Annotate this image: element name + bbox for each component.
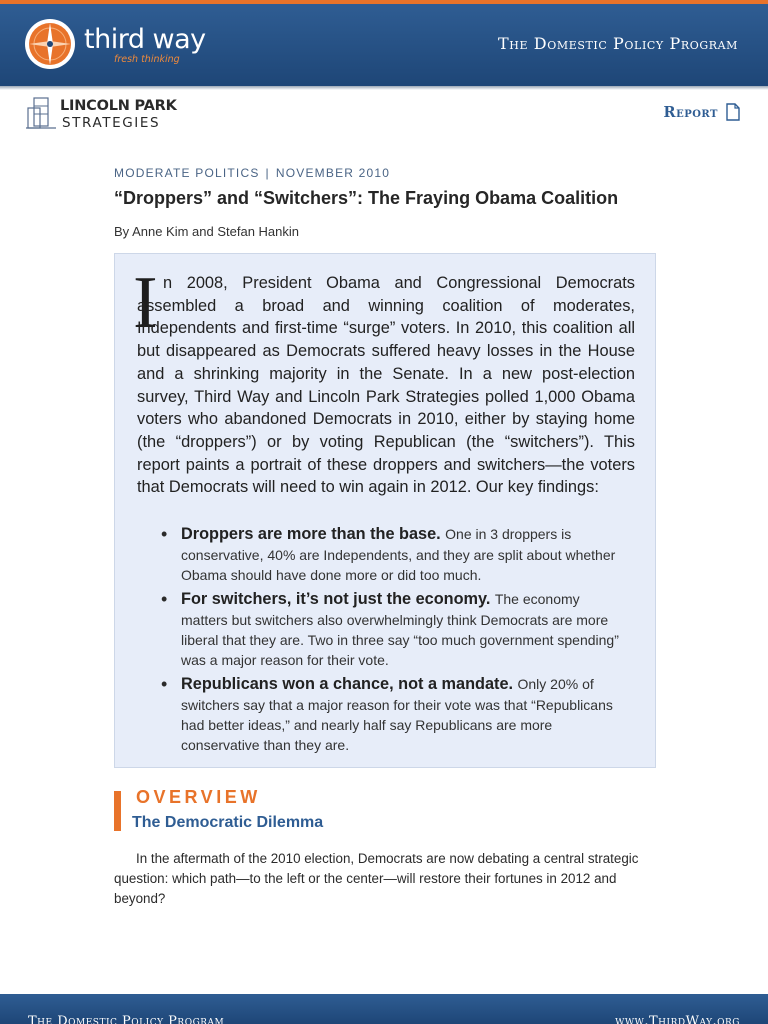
footer-program-name: The Domestic Policy Program <box>28 1014 225 1024</box>
kicker-topic: MODERATE POLITICS <box>114 166 260 180</box>
compass-icon <box>24 18 76 70</box>
finding-body: Only 20% of switchers say that a major reason for their vote was that “Republicans had better ideas,” and nearly half say Republicans are more conservative than they are. <box>181 676 613 753</box>
article-byline: By Anne Kim and Stefan Hankin <box>114 224 300 239</box>
logo-wordmark: third way <box>84 24 206 55</box>
overview-paragraph: In the aftermath of the 2010 election, Democrats are now debating a central strategic question: which path—to the left or the center—will restore their fortunes in 2012 and beyond? <box>114 851 639 906</box>
article-title: “Droppers” and “Switchers”: The Fraying Obama Coalition <box>114 188 619 208</box>
finding-item <box>161 589 627 670</box>
partner-name-line1: LINCOLN PARK <box>60 98 177 114</box>
finding-heading: For switchers, it’s not just the economy. <box>181 590 491 608</box>
kicker-date: NOVEMBER 2010 <box>275 166 391 180</box>
partner-name-line2: STRATEGIES <box>62 115 161 131</box>
document-icon <box>726 103 740 121</box>
finding-heading: Republicans won a chance, not a mandate. <box>181 675 514 693</box>
lincoln-park-logo-icon <box>26 96 56 130</box>
finding-body: One in 3 droppers is conservative, 40% are Independents, and they are split about whether Obama should have done more or did too much. <box>181 526 616 583</box>
header-shadow <box>0 86 768 90</box>
bullet-icon: • <box>161 589 168 609</box>
bullet-icon: • <box>161 524 168 544</box>
overview-heading: OVERVIEW <box>136 787 261 807</box>
overview-accent-bar <box>114 791 121 831</box>
kicker-separator: | <box>265 166 270 180</box>
overview-subheading: The Democratic Dilemma <box>132 814 324 831</box>
key-findings-list <box>161 524 627 759</box>
report-label: Report <box>663 104 718 121</box>
logo-tagline: fresh thinking <box>114 54 180 65</box>
summary-intro: n 2008, President Obama and Congressional Democrats assembled a broad and winning coalition of moderates, Independents and first-time “surge” voters. In 2010, this coalition all but disappeared as Democrats suffered heavy losses in the House and a shrinking majority in the Senate. In a new post-election survey, Third Way and Lincoln Park Strategies polled 1,000 Obama voters who abandoned Democrats in 2010, either by staying home (the “droppers”) or by voting Republican (the “switchers”). This report paints a portrait of these droppers and switchers—the voters that Democrats will need to win again in 2012. Our key findings: <box>137 274 635 497</box>
finding-heading: Droppers are more than the base. <box>181 525 441 543</box>
summary-box <box>114 253 656 768</box>
article-kicker <box>114 166 390 180</box>
finding-body: The economy matters but switchers also overwhelmingly think Democrats are more liberal that they are. Two in three say “too much government spending” was a major reason for their vote. <box>181 591 619 668</box>
footer-url-link[interactable]: www.ThirdWay.org <box>615 1014 740 1024</box>
drop-cap: I <box>133 262 158 344</box>
header-program-name: The Domestic Policy Program <box>498 34 738 53</box>
bullet-icon: • <box>161 674 168 694</box>
finding-item <box>161 674 627 755</box>
finding-item <box>161 524 627 585</box>
